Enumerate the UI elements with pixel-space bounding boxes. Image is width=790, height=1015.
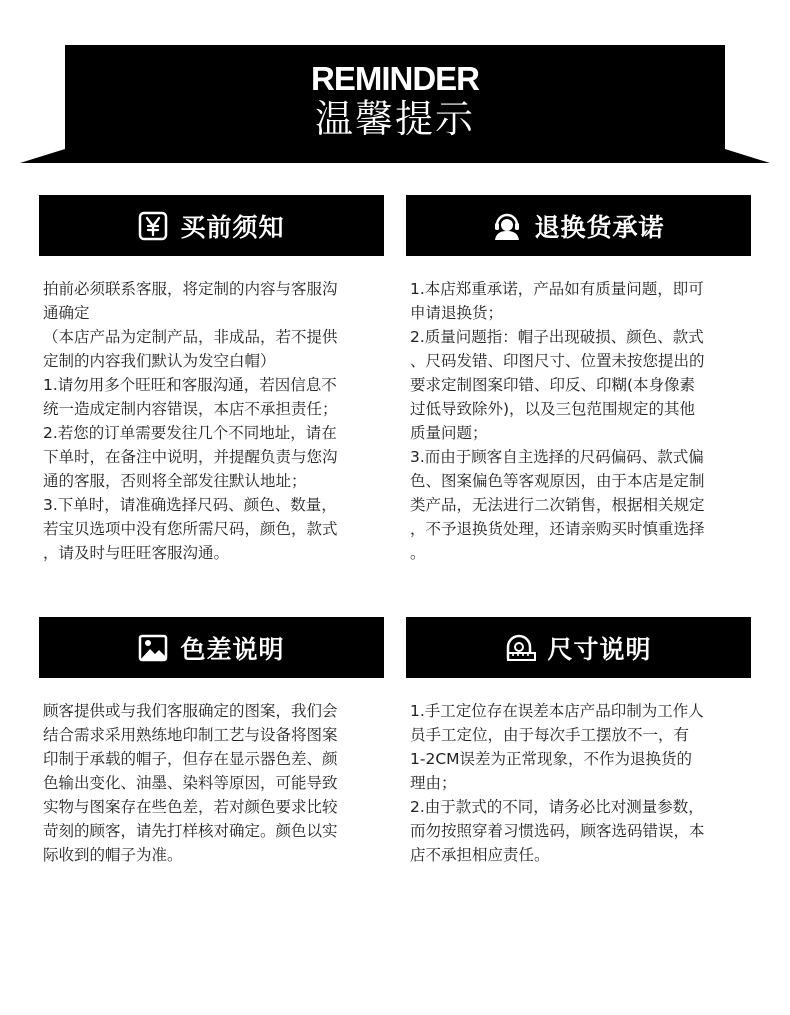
banner-title-en: REMINDER <box>310 60 479 97</box>
section-body: 1.手工定位存在误差本店产品印制为工作人 员手工定位，由于每次手工摆放不一，有 1-2CM误差为正常现象，不作为退换货的 理由； 2.由于款式的不同，请务必比对测量参数， 而勿按照穿着习惯选码，顾客选码错误，本 店不承担相应责任。 <box>410 702 705 864</box>
section-body: 1.本店郑重承诺，产品如有质量问题，即可 申请退换货； 2.质量问题指：帽子出现破损、颜色、款式 、尺码发错、印图尺寸、位置未按您提出的 要求定制图案印错、印反、印糊(本身像素 过低导致除外)，以及三包范围规定的其他 质量问题； 3.而由于顾客自主选择的尺码偏码、款式偏 色、图案偏色等客观原因，由于本店是定制 类产品，无法进行二次销售，根据相关规定 ，不予退换货处理，还请亲购买时慎重选择 。 <box>410 280 705 562</box>
section-title: 退换货承诺 <box>534 212 665 242</box>
section-body: 顾客提供或与我们客服确定的图案，我们会 结合需求采用熟练地印制工艺与设备将图案 印制于承载的帽子，但存在显示器色差、颜 色输出变化、油墨、染料等原因，可能导致 实物与图案存在些色差，若对颜色要求比较 苛刻的顾客，请先打样核对确定。颜色以实 际收到的帽子为准。 <box>43 702 338 864</box>
yen-icon <box>138 211 168 241</box>
banner-title-cn: 温馨提示 <box>314 97 475 141</box>
section-return-promise <box>406 195 751 565</box>
section-title: 买前须知 <box>180 212 285 242</box>
section-before-purchase <box>39 195 384 565</box>
section-header <box>406 617 751 678</box>
reminder-banner <box>65 45 725 149</box>
section-size-notes <box>406 617 751 867</box>
customer-service-icon <box>492 211 522 241</box>
section-color-difference <box>39 617 384 867</box>
section-header <box>39 617 384 678</box>
section-title: 色差说明 <box>180 634 285 664</box>
tape-measure-icon <box>505 633 535 663</box>
section-title: 尺寸说明 <box>547 634 652 664</box>
section-body: 拍前必须联系客服，将定制的内容与客服沟 通确定 （本店产品为定制产品，非成品，若不提供 定制的内容我们默认为发空白帽） 1.请勿用多个旺旺和客服沟通，若因信息不 统一造成定制内容错误，本店不承担责任； 2.若您的订单需要发往几个不同地址，请在 下单时，在备注中说明，并提醒负责与您沟 通的客服，否则将全部发往默认地址； 3.下单时，请准确选择尺码、颜色、数量， 若宝贝选项中没有您所需尺码，颜色，款式 ，请及时与旺旺客服沟通。 <box>43 280 338 562</box>
banner-base-trapezoid <box>20 149 770 163</box>
section-header <box>406 195 751 256</box>
image-icon <box>138 633 168 663</box>
section-header <box>39 195 384 256</box>
